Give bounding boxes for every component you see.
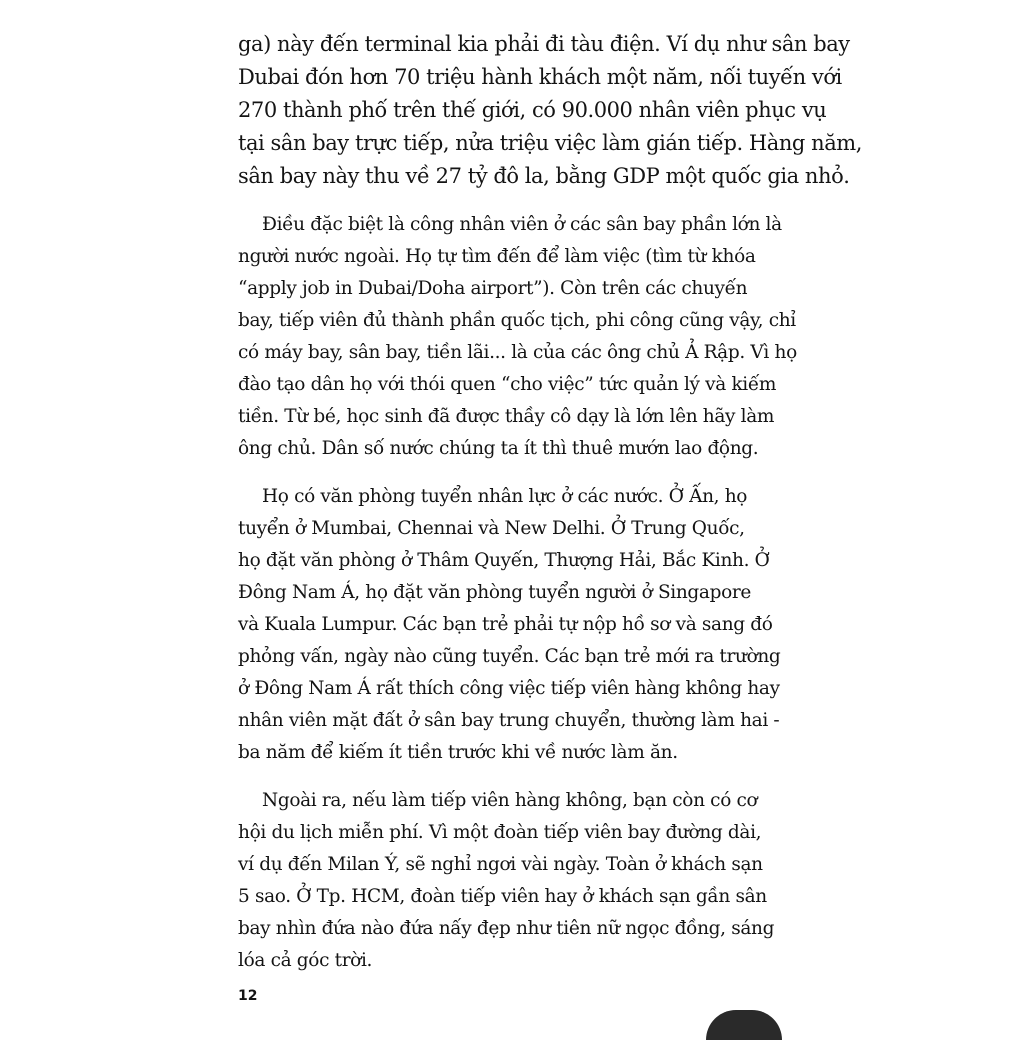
paragraph-recruitment-offices (238, 481, 790, 769)
text-line: “apply job in Dubai/Doha airport”). Còn trên các chuyến (238, 278, 748, 299)
paragraph-continuation (238, 28, 862, 193)
body-text (238, 28, 862, 991)
text-line: họ đặt văn phòng ở Thâm Quyến, Thượng Hải, Bắc Kinh. Ở (238, 550, 770, 571)
text-line: hội du lịch miễn phí. Vì một đoàn tiếp viên bay đường dài, (238, 822, 762, 843)
text-line: và Kuala Lumpur. Các bạn trẻ phải tự nộp hồ sơ và sang đó (238, 614, 773, 635)
text-line: ở Đông Nam Á rất thích công việc tiếp viên hàng không hay (238, 678, 780, 699)
text-line: Ngoài ra, nếu làm tiếp viên hàng không, bạn còn có cơ (262, 790, 758, 811)
text-line: ví dụ đến Milan Ý, sẽ nghỉ ngơi vài ngày. Toàn ở khách sạn (238, 854, 763, 875)
text-line: Đông Nam Á, họ đặt văn phòng tuyển người ở Singapore (238, 582, 751, 603)
text-line: lóa cả góc trời. (238, 950, 373, 971)
text-line: 5 sao. Ở Tp. HCM, đoàn tiếp viên hay ở khách sạn gần sân (238, 886, 767, 907)
text-line: bay nhìn đứa nào đứa nấy đẹp như tiên nữ ngọc đồng, sáng (238, 918, 775, 939)
text-line: ông chủ. Dân số nước chúng ta ít thì thuê mướn lao động. (238, 438, 759, 459)
text-line: nhân viên mặt đất ở sân bay trung chuyển, thường làm hai - (238, 710, 780, 731)
paragraph-foreign-staff (238, 209, 797, 465)
text-line: tuyển ở Mumbai, Chennai và New Delhi. Ở Trung Quốc, (238, 518, 745, 539)
text-line: Họ có văn phòng tuyển nhân lực ở các nước. Ở Ấn, họ (262, 486, 748, 507)
text-line: ba năm để kiếm ít tiền trước khi về nước làm ăn. (238, 742, 678, 763)
page-number: 12 (238, 988, 258, 1004)
paragraph-free-travel (238, 785, 790, 977)
text-line: người nước ngoài. Họ tự tìm đến để làm việc (tìm từ khóa (238, 246, 756, 267)
text-line: sân bay này thu về 27 tỷ đô la, bằng GDP một quốc gia nhỏ. (238, 164, 850, 188)
text-line: 270 thành phố trên thế giới, có 90.000 nhân viên phục vụ (238, 98, 827, 122)
text-line: Điều đặc biệt là công nhân viên ở các sân bay phần lớn là (262, 214, 782, 235)
text-line: tại sân bay trực tiếp, nửa triệu việc làm gián tiếp. Hàng năm, (238, 131, 862, 155)
text-line: Dubai đón hơn 70 triệu hành khách một năm, nối tuyến với (238, 65, 842, 89)
page-edge-shadow (706, 1010, 782, 1040)
text-line: phỏng vấn, ngày nào cũng tuyển. Các bạn trẻ mới ra trường (238, 646, 781, 667)
text-line: bay, tiếp viên đủ thành phần quốc tịch, phi công cũng vậy, chỉ (238, 310, 796, 331)
text-line: có máy bay, sân bay, tiền lãi... là của các ông chủ Ả Rập. Vì họ (238, 342, 797, 363)
text-line: đào tạo dân họ với thói quen “cho việc” tức quản lý và kiếm (238, 374, 777, 395)
text-line: tiền. Từ bé, học sinh đã được thầy cô dạy là lớn lên hãy làm (238, 406, 775, 427)
text-line: ga) này đến terminal kia phải đi tàu điện. Ví dụ như sân bay (238, 32, 850, 56)
